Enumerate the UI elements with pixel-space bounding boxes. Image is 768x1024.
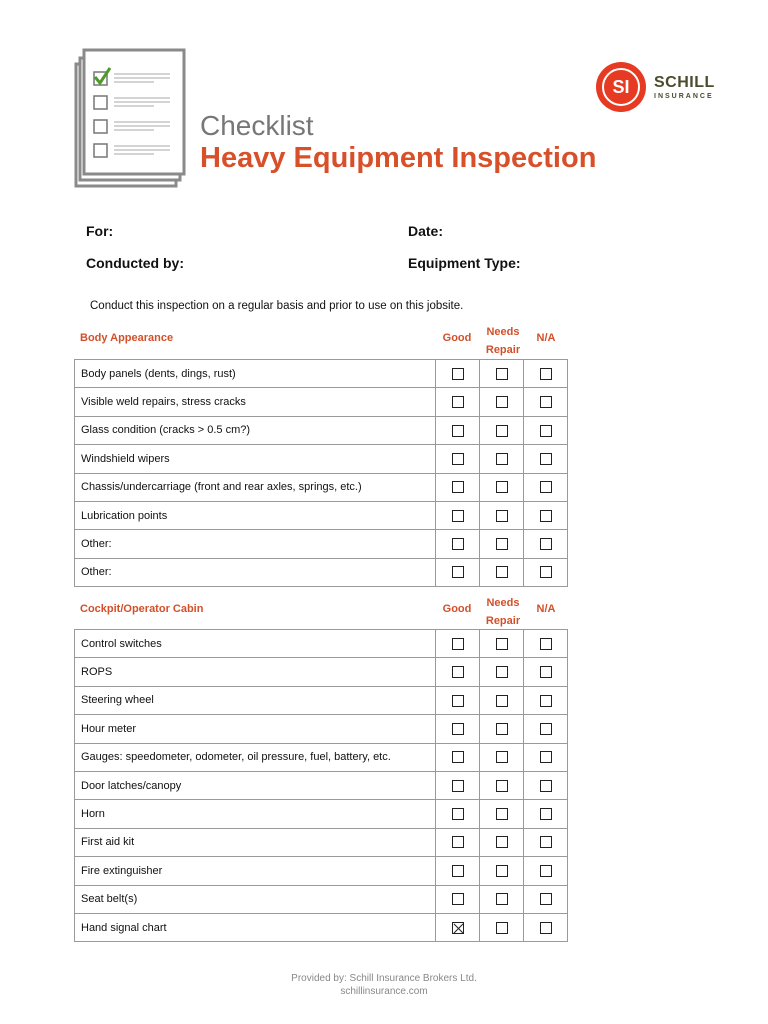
checkbox-cell — [436, 416, 480, 444]
checkbox-na[interactable] — [540, 396, 552, 408]
table-row — [75, 771, 568, 799]
checkbox-na[interactable] — [540, 666, 552, 678]
body-appearance-table — [74, 359, 568, 587]
logo-monogram: SI — [612, 77, 630, 97]
item-label: First aid kit — [75, 828, 436, 856]
checkbox-cell — [436, 445, 480, 473]
checkbox-cell — [524, 530, 568, 558]
checkbox-cell — [480, 857, 524, 885]
item-label: Other: — [75, 530, 436, 558]
item-label: Lubrication points — [75, 501, 436, 529]
checkbox-good[interactable] — [452, 638, 464, 650]
checkbox-cell — [480, 913, 524, 941]
checkbox-cell — [524, 715, 568, 743]
table-row — [75, 715, 568, 743]
section-title: Body Appearance — [80, 332, 174, 344]
checkbox-needs-repair[interactable] — [496, 780, 508, 792]
item-label: Visible weld repairs, stress cracks — [75, 388, 436, 416]
checkbox-cell — [480, 885, 524, 913]
checkbox-cell — [524, 800, 568, 828]
checkbox-na[interactable] — [540, 808, 552, 820]
checkbox-cell — [436, 715, 480, 743]
checkbox-cell — [524, 416, 568, 444]
checkbox-needs-repair[interactable] — [496, 893, 508, 905]
checkbox-cell — [524, 771, 568, 799]
footer-website: schillinsurance.com — [340, 986, 428, 997]
checkbox-cell — [480, 800, 524, 828]
checkbox-na[interactable] — [540, 836, 552, 848]
section-header-cockpit — [74, 591, 568, 633]
column-needs-repair-label — [479, 594, 527, 630]
checkbox-cell — [480, 360, 524, 388]
table-row — [75, 857, 568, 885]
checkbox-needs-repair[interactable] — [496, 396, 508, 408]
checkbox-cell — [480, 558, 524, 586]
checkbox-cell — [524, 360, 568, 388]
checkbox-needs-repair[interactable] — [496, 510, 508, 522]
column-needs-label-line1: Needs — [486, 326, 520, 338]
checkbox-na[interactable] — [540, 780, 552, 792]
item-label: Steering wheel — [75, 686, 436, 714]
logo-name: SCHILL — [654, 74, 715, 91]
page-subtitle: Checklist — [200, 110, 314, 141]
checkbox-needs-repair[interactable] — [496, 453, 508, 465]
checkbox-cell — [436, 558, 480, 586]
checkbox-good[interactable] — [452, 865, 464, 877]
date-field-label: Date: — [408, 223, 444, 239]
checkbox-na[interactable] — [540, 538, 552, 550]
checkbox-cell — [524, 558, 568, 586]
checkbox-needs-repair[interactable] — [496, 666, 508, 678]
checkbox-good[interactable] — [452, 368, 464, 380]
checkbox-cell — [436, 913, 480, 941]
checkbox-na[interactable] — [540, 893, 552, 905]
section-title: Cockpit/Operator Cabin — [80, 603, 204, 615]
checkbox-cell — [436, 360, 480, 388]
column-needs-label-line2: Repair — [485, 615, 521, 627]
checkbox-na[interactable] — [540, 566, 552, 578]
item-label: Horn — [75, 800, 436, 828]
table-row — [75, 360, 568, 388]
checkbox-good[interactable] — [452, 538, 464, 550]
checkbox-good[interactable] — [452, 666, 464, 678]
checkbox-cell — [524, 658, 568, 686]
checkbox-cell — [524, 388, 568, 416]
item-label: Hand signal chart — [75, 913, 436, 941]
checkbox-na[interactable] — [540, 751, 552, 763]
item-label: Control switches — [75, 630, 436, 658]
item-label: Glass condition (cracks > 0.5 cm?) — [75, 416, 436, 444]
checkbox-cell — [436, 771, 480, 799]
checkbox-cell — [436, 473, 480, 501]
checkbox-needs-repair[interactable] — [496, 481, 508, 493]
checkbox-cell — [480, 530, 524, 558]
item-label: Other: — [75, 558, 436, 586]
checkbox-good[interactable] — [452, 723, 464, 735]
item-label: Hour meter — [75, 715, 436, 743]
checkbox-good[interactable] — [452, 396, 464, 408]
checkbox-good[interactable] — [452, 893, 464, 905]
table-row — [75, 501, 568, 529]
checkbox-na[interactable] — [540, 510, 552, 522]
column-needs-label-line2: Repair — [485, 344, 521, 356]
item-label: ROPS — [75, 658, 436, 686]
intro-text: Conduct this inspection on a regular basis and prior to use on this jobsite. — [90, 300, 464, 312]
checkbox-na[interactable] — [540, 865, 552, 877]
item-label: Door latches/canopy — [75, 771, 436, 799]
checkbox-cell — [524, 501, 568, 529]
table-row — [75, 743, 568, 771]
page-title: Heavy Equipment Inspection — [200, 142, 597, 174]
checkbox-na[interactable] — [540, 481, 552, 493]
checkbox-cell — [480, 771, 524, 799]
checkbox-cell — [480, 686, 524, 714]
checkbox-cell — [524, 473, 568, 501]
checkbox-cell — [436, 630, 480, 658]
table-row — [75, 630, 568, 658]
column-needs-label-line1: Needs — [486, 597, 520, 609]
table-row — [75, 885, 568, 913]
table-row — [75, 658, 568, 686]
equipment-type-field-label: Equipment Type: — [408, 255, 521, 271]
checkbox-na[interactable] — [540, 638, 552, 650]
checkbox-na[interactable] — [540, 453, 552, 465]
checkbox-cell — [436, 501, 480, 529]
item-label: Gauges: speedometer, odometer, oil pressure, fuel, battery, etc. — [75, 743, 436, 771]
schill-insurance-logo — [596, 62, 736, 112]
checkbox-cell — [524, 445, 568, 473]
checkbox-na[interactable] — [540, 425, 552, 437]
checkbox-good[interactable] — [452, 481, 464, 493]
checkbox-cell — [436, 743, 480, 771]
item-label: Seat belt(s) — [75, 885, 436, 913]
checkbox-needs-repair[interactable] — [496, 566, 508, 578]
table-row — [75, 800, 568, 828]
table-row — [75, 686, 568, 714]
checkbox-cell — [436, 658, 480, 686]
column-na-label: N/A — [536, 603, 556, 615]
checkbox-good[interactable] — [452, 510, 464, 522]
checkbox-cell — [436, 388, 480, 416]
checkbox-cell — [524, 913, 568, 941]
checkbox-good[interactable] — [452, 453, 464, 465]
table-row — [75, 445, 568, 473]
logo-subtitle: INSURANCE — [654, 93, 714, 100]
checkbox-cell — [480, 828, 524, 856]
checkbox-cell — [524, 857, 568, 885]
item-label: Fire extinguisher — [75, 857, 436, 885]
checkbox-cell — [480, 445, 524, 473]
checkbox-cell — [524, 885, 568, 913]
checkbox-na[interactable] — [540, 368, 552, 380]
checkbox-cell — [436, 800, 480, 828]
checkbox-na[interactable] — [540, 922, 552, 934]
checkbox-good[interactable] — [452, 751, 464, 763]
item-label: Body panels (dents, dings, rust) — [75, 360, 436, 388]
checkbox-needs-repair[interactable] — [496, 808, 508, 820]
section-header-body-appearance — [74, 320, 568, 362]
checkbox-cell — [436, 857, 480, 885]
table-row — [75, 416, 568, 444]
column-good-label: Good — [442, 603, 472, 615]
checkbox-cell — [436, 828, 480, 856]
table-row — [75, 530, 568, 558]
table-row — [75, 828, 568, 856]
checkbox-needs-repair[interactable] — [496, 865, 508, 877]
checkbox-cell — [436, 530, 480, 558]
table-row — [75, 913, 568, 941]
checkbox-na[interactable] — [540, 695, 552, 707]
checkbox-cell — [524, 686, 568, 714]
checkbox-needs-repair[interactable] — [496, 538, 508, 550]
checkbox-good[interactable] — [452, 808, 464, 820]
table-row — [75, 558, 568, 586]
for-field-label: For: — [86, 223, 114, 239]
checkbox-cell — [524, 630, 568, 658]
item-label: Windshield wipers — [75, 445, 436, 473]
column-na-label: N/A — [536, 332, 556, 344]
table-row — [75, 388, 568, 416]
column-good-label: Good — [442, 332, 472, 344]
checkbox-cell — [480, 658, 524, 686]
checklist-document-icon — [74, 46, 186, 188]
checkbox-cell — [480, 630, 524, 658]
checkbox-needs-repair[interactable] — [496, 695, 508, 707]
checkbox-good[interactable] — [452, 566, 464, 578]
checkbox-needs-repair[interactable] — [496, 836, 508, 848]
item-label: Chassis/undercarriage (front and rear axles, springs, etc.) — [75, 473, 436, 501]
checkbox-needs-repair[interactable] — [496, 723, 508, 735]
table-row — [75, 473, 568, 501]
checkbox-cell — [480, 715, 524, 743]
checkbox-cell — [480, 473, 524, 501]
checkbox-needs-repair[interactable] — [496, 638, 508, 650]
checkbox-good[interactable] — [452, 780, 464, 792]
checkbox-good[interactable] — [452, 695, 464, 707]
cockpit-operator-cabin-table — [74, 629, 568, 942]
checkbox-good[interactable] — [452, 425, 464, 437]
footer-provided-by: Provided by: Schill Insurance Brokers Ltd. — [291, 973, 477, 984]
conducted-by-field-label: Conducted by: — [86, 255, 184, 271]
checkbox-cell — [480, 388, 524, 416]
checkbox-cell — [480, 416, 524, 444]
checkbox-needs-repair[interactable] — [496, 425, 508, 437]
checkbox-cell — [524, 828, 568, 856]
checkbox-needs-repair[interactable] — [496, 922, 508, 934]
checkbox-cell — [524, 743, 568, 771]
checkbox-needs-repair[interactable] — [496, 751, 508, 763]
checkbox-good[interactable] — [452, 836, 464, 848]
checkbox-na[interactable] — [540, 723, 552, 735]
checkbox-needs-repair[interactable] — [496, 368, 508, 380]
checkbox-cell — [480, 743, 524, 771]
checkbox-cell — [436, 686, 480, 714]
checkbox-cell — [436, 885, 480, 913]
checkbox-cell — [480, 501, 524, 529]
column-needs-repair-label — [479, 323, 527, 359]
checkbox-good[interactable] — [452, 922, 464, 934]
